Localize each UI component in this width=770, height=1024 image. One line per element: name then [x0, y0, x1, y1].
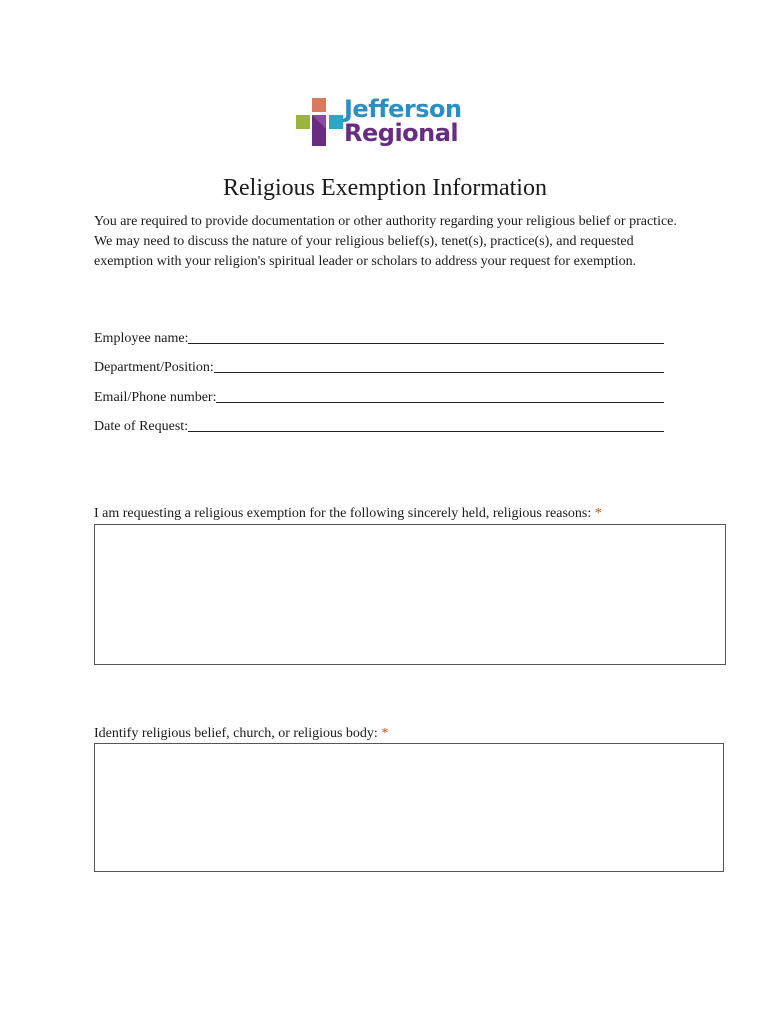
- email-phone-line[interactable]: [216, 388, 664, 403]
- reasons-question: [94, 506, 602, 522]
- reasons-answer-box[interactable]: [94, 524, 726, 665]
- page-title: Religious Exemption Information: [223, 175, 547, 201]
- employee-name-line[interactable]: [188, 329, 664, 344]
- reasons-question-text: I am requesting a religious exemption for the following sincerely held, religious reasons:: [94, 506, 592, 521]
- employee-name-label: Employee name:: [94, 331, 189, 346]
- belief-answer-box[interactable]: [94, 743, 724, 872]
- department-position-label: Department/Position:: [94, 360, 214, 375]
- date-of-request-label: Date of Request:: [94, 419, 189, 434]
- department-position-field[interactable]: [94, 356, 664, 376]
- belief-question-text: Identify religious belief, church, or religious body:: [94, 726, 378, 741]
- logo-line-2: Regional: [344, 119, 459, 147]
- date-of-request-line[interactable]: [188, 417, 664, 432]
- email-phone-label: Email/Phone number:: [94, 390, 217, 405]
- required-marker: *: [594, 506, 602, 521]
- date-of-request-field[interactable]: [94, 415, 664, 435]
- email-phone-field[interactable]: [94, 386, 664, 406]
- belief-question: [94, 726, 388, 742]
- jefferson-regional-logo: [296, 95, 486, 154]
- intro-paragraph: You are required to provide documentation or other authority regarding your religious belief or practice. We may need to discuss the nature of your religious belief(s), tenet(s), practice(s), and requested exemption with your religion's spiritual leader or scholars to address your request for exemption.: [94, 214, 677, 269]
- logo-line-1: Jefferson: [344, 95, 462, 123]
- cross-logo-icon: [296, 98, 346, 150]
- required-marker: *: [381, 726, 389, 741]
- logo-text: [344, 97, 462, 145]
- employee-name-field[interactable]: [94, 327, 664, 347]
- department-position-line[interactable]: [214, 358, 664, 373]
